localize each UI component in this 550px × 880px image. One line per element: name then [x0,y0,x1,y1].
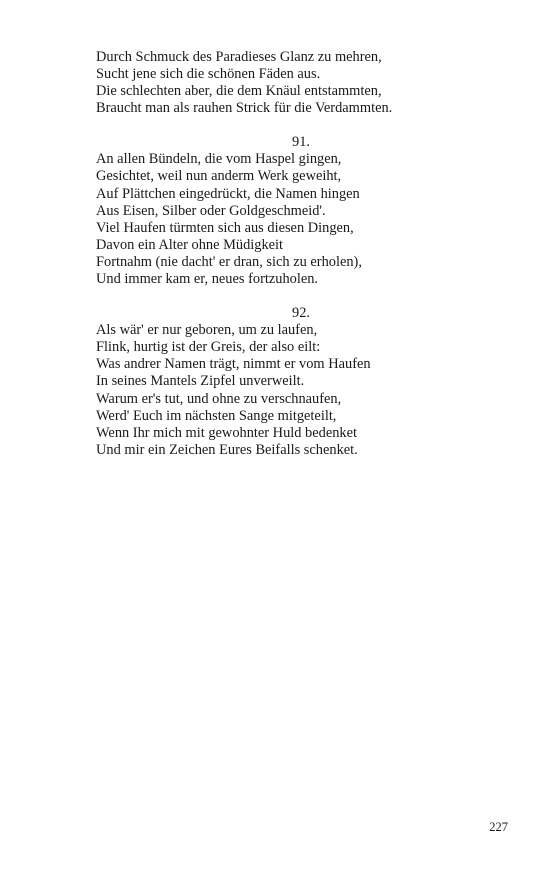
verse-line: Auf Plättchen eingedrückt, die Namen hingen [96,185,360,202]
verse-line: Sucht jene sich die schönen Fäden aus. [96,66,321,83]
stanza-spacer [96,288,516,305]
verse-line: Warum er's tut, und ohne zu verschnaufen, [96,390,342,407]
verse-line: Viel Haufen türmten sich aus diesen Dingen, [96,219,354,236]
stanza-91 [96,134,516,288]
verse-line: Gesichtet, weil nun anderm Werk geweiht, [96,168,342,185]
verse-line: Was andrer Namen trägt, nimmt er vom Haufen [96,356,371,373]
stanza-number: 92. [292,305,310,322]
stanza-90-continued [96,49,516,117]
verse-line: Und mir ein Zeichen Eures Beifalls schenket. [96,441,358,458]
verse-line: Fortnahm (nie dacht' er dran, sich zu erholen), [96,253,362,270]
poem-text [96,49,516,459]
verse-line: Wenn Ihr mich mit gewohnter Huld bedenket [96,424,357,441]
verse-line: An allen Bündeln, die vom Haspel gingen, [96,151,342,168]
verse-line: Davon ein Alter ohne Müdigkeit [96,236,284,253]
verse-line: Als wär' er nur geboren, um zu laufen, [96,322,318,339]
stanza-spacer [96,117,516,134]
verse-line: In seines Mantels Zipfel unverweilt. [96,373,305,390]
verse-line: Aus Eisen, Silber oder Goldgeschmeid'. [96,202,326,219]
verse-line: Die schlechten aber, die dem Knäul entstammten, [96,83,382,100]
verse-line: Durch Schmuck des Paradieses Glanz zu mehren, [96,49,382,65]
verse-line: Werd' Euch im nächsten Sange mitgeteilt, [96,407,337,424]
verse-line: Und immer kam er, neues fortzuholen. [96,271,319,288]
page-number: 227 [489,820,508,834]
stanza-number: 91. [292,134,310,151]
stanza-92 [96,305,516,459]
verse-line: Flink, hurtig ist der Greis, der also eilt: [96,339,321,356]
verse-line: Braucht man als rauhen Strick für die Verdammten. [96,100,393,117]
